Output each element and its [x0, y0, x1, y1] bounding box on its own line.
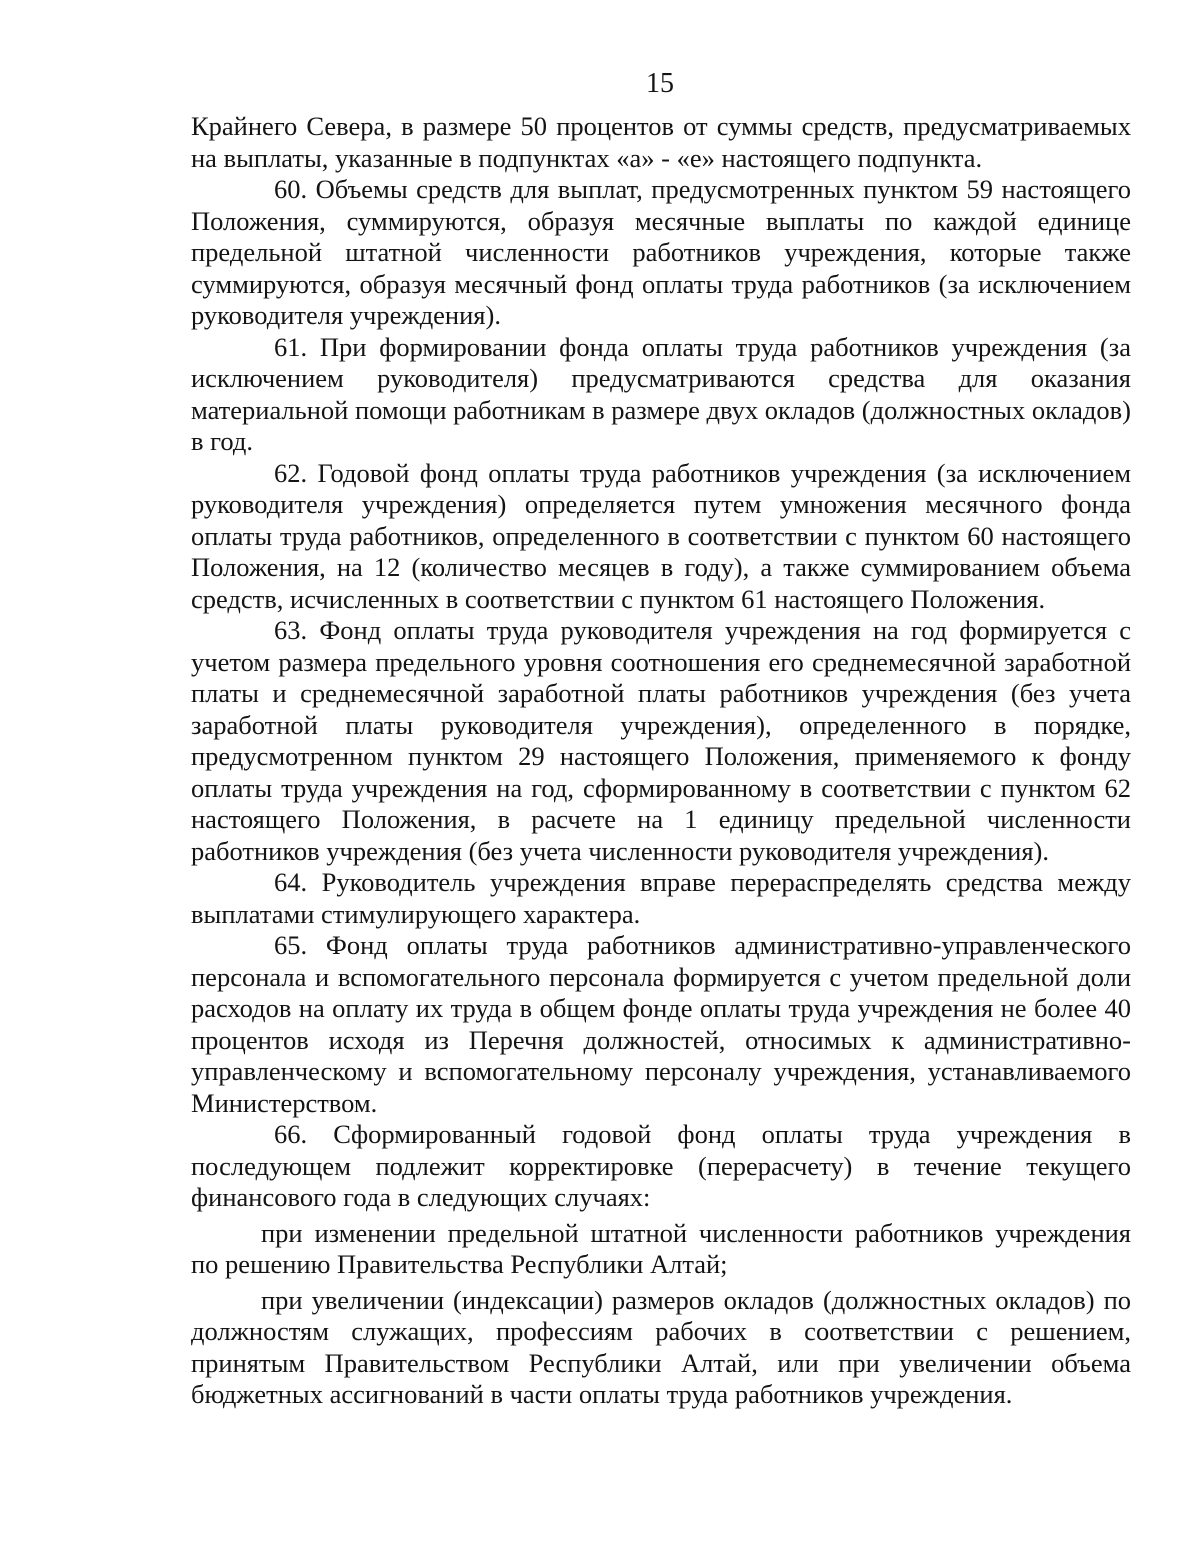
paragraph-64: 64. Руководитель учреждения вправе перераспределять средства между выплатами стимулирующего характера.	[191, 867, 1131, 929]
paragraph-66: 66. Сформированный годовой фонд оплаты труда учреждения в последующем подлежит корректировке (перерасчету) в течение текущего финансового года в следующих случаях:	[191, 1119, 1131, 1212]
document-body	[191, 111, 1131, 1411]
paragraph-61: 61. При формировании фонда оплаты труда работников учреждения (за исключением руководителя) предусматриваются средства для оказания материальной помощи работникам в размере двух окладов (должностных окладов) в год.	[191, 331, 1131, 456]
paragraph-63: 63. Фонд оплаты труда руководителя учреждения на год формируется с учетом размера предельного уровня соотношения его среднемесячной заработной платы и среднемесячной заработной платы работников учреждения (без учета заработной платы руководителя учреждения), определенного в порядке, предусмотренном пунктом 29 настоящего Положения, применяемого к фонду оплаты труда учреждения на год, сформированному в соответствии с пунктом 62 настоящего Положения, в расчете на 1 единицу предельной численности работников учреждения (без учета численности руководителя учреждения).	[191, 615, 1131, 866]
paragraph-65: 65. Фонд оплаты труда работников административно-управленческого персонала и вспомогательного персонала формируется с учетом предельной доли расходов на оплату их труда в общем фонде оплаты труда учреждения не более 40 процентов исходя из Перечня должностей, относимых к административно-управленческому и вспомогательному персоналу учреждения, устанавливаемого Министерством.	[191, 930, 1131, 1118]
paragraph-continuation: Крайнего Севера, в размере 50 процентов от суммы средств, предусматриваемых на выплаты, указанные в подпунктах «а» - «е» настоящего подпункта.	[191, 111, 1131, 173]
paragraph-66-case-2: при увеличении (индексации) размеров окладов (должностных окладов) по должностям служащих, профессиям рабочих в соответствии с решением, принятым Правительством Республики Алтай, или при увеличении объема бюджетных ассигнований в части оплаты труда работников учреждения.	[191, 1284, 1131, 1409]
paragraph-60: 60. Объемы средств для выплат, предусмотренных пунктом 59 настоящего Положения, суммируются, образуя месячные выплаты по каждой единице предельной штатной численности работников учреждения, которые также суммируются, образуя месячный фонд оплаты труда работников (за исключением руководителя учреждения).	[191, 174, 1131, 330]
page-number: 15	[646, 68, 674, 99]
paragraph-66-case-1: при изменении предельной штатной численности работников учреждения по решению Правительства Республики Алтай;	[191, 1217, 1131, 1279]
paragraph-62: 62. Годовой фонд оплаты труда работников учреждения (за исключением руководителя учреждения) определяется путем умножения месячного фонда оплаты труда работников, определенного в соответствии с пунктом 60 настоящего Положения, на 12 (количество месяцев в году), а также суммированием объема средств, исчисленных в соответствии с пунктом 61 настоящего Положения.	[191, 457, 1131, 614]
